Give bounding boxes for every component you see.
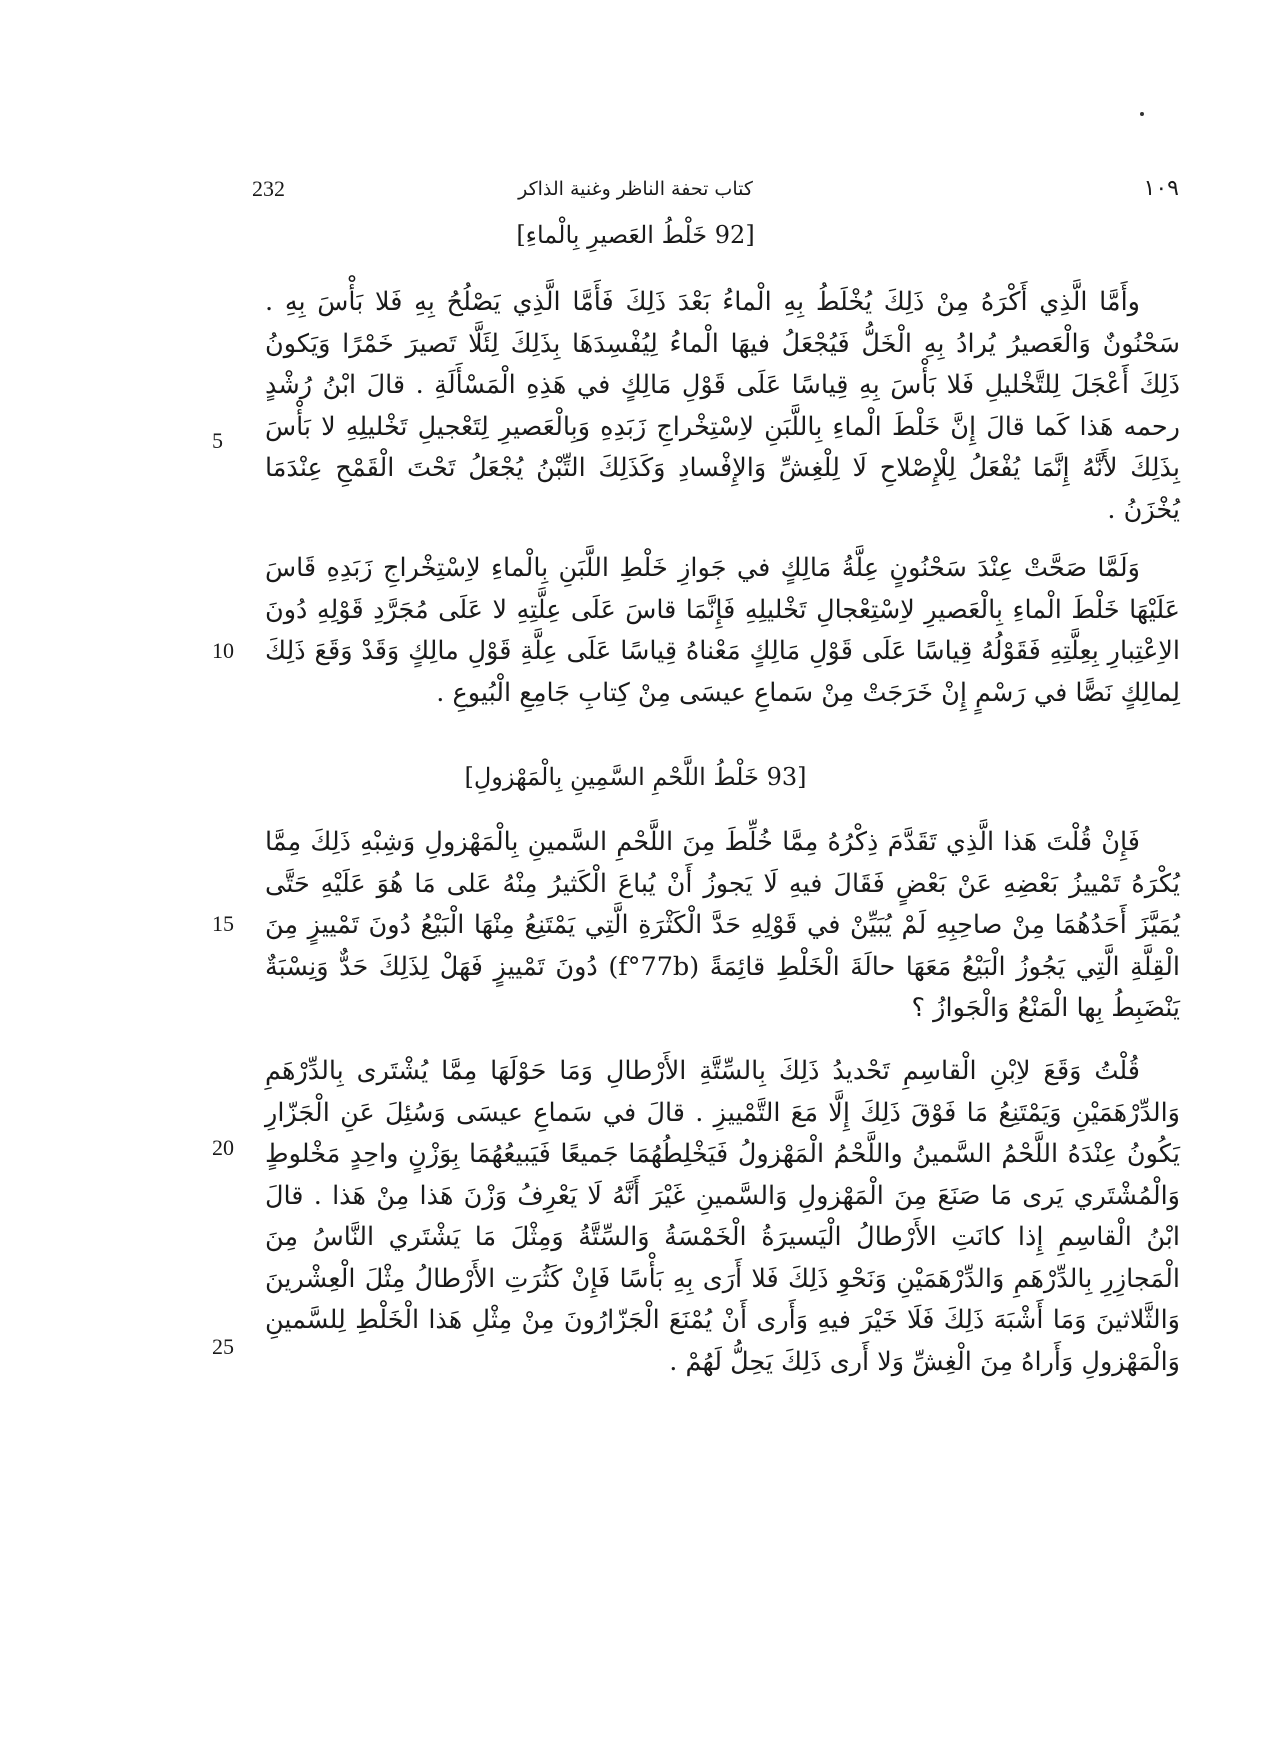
paragraph-93-1: فَإِنْ قُلْتَ هَذا الَّذِي تَقَدَّمَ ذِكْرُهُ مِمَّا خُلِّطَ مِنَ اللَّحْمِ السَّمينِ بِالْمَهْزولِ وَشِبْهِ ذَلِكَ مِمَّا يُكْرَهُ تَمْييزُ بَعْضِهِ عَنْ بَعْضٍ فَقَالَ فيهِ لَا يَجوزُ أَنْ يُباعَ الْكَثيرُ مِنْهُ عَلى مَا هُوَ عَلَيْهِ حَتَّى يُمَيَّزَ أَحَدُهُمَا مِنْ صاحِبِهِ لَمْ يُبَيِّنْ في قَوْلِهِ حَدَّ الْكَثْرَةِ الَّتِي يَمْتَنِعُ مِنْهَا الْبَيْعُ دُونَ تَمْييزٍ مِنَ الْقِلَّةِ الَّتِي يَجُوزُ الْبَيْعُ مَعَهَا حالَةَ الْخَلْطِ قائِمَةً (f°77b) دُونَ تَمْييزٍ فَهَلْ لِذَلِكَ حَدٌّ وَنِسْبَةٌ يَنْضَبِطُ بِها الْمَنْعُ وَالْجَوازُ ؟ [265,827,1181,1023]
paragraph-92-2: وَلَمَّا صَحَّتْ عِنْدَ سَحْنُونٍ عِلَّةُ مَالِكٍ في جَوازِ خَلْطِ اللَّبَنِ بِالْماءِ لاِسْتِخْراجِ زَبَدِهِ قَاسَ عَلَيْهَا خَلْطَ الْماءِ بِالْعَصيرِ لاِسْتِعْجالِ تَخْليلِهِ فَإِنَّمَا قاسَ عَلَى عِلَّتِهِ لا عَلَى مُجَرَّدِ قَوْلِهِ دُونَ الاِعْتِبارِ بِعِلَّتِهِ فَقَوْلُهُ قِياسًا عَلَى قَوْلِ مَالِكٍ مَعْناهُ قِياسًا عَلَى عِلَّةِ قَوْلِ مالِكٍ وَقَدْ وَقَعَ ذَلِكَ لِمالِكٍ نَصًّا في رَسْمٍ إِنْ خَرَجَتْ مِنْ سَماعِ عيسَى مِنْ كِتابِ جَامِعِ الْبُيوعِ . [265,553,1180,708]
line-number: 25 [212,1334,234,1359]
section-heading-92: [92 خَلْطُ العَصيرِ بِالْماءِ] [516,221,755,249]
paragraph-92-1: وأَمَّا الَّذِي أَكْرَهُ مِنْ ذَلِكَ يُخْلَطُ بِهِ الْماءُ بَعْدَ ذَلِكَ فَأَمَّا الَّذِي يَصْلُحُ بِهِ فَلا بَأْسَ بِهِ . سَحْنُونٌ وَالْعَصيرُ يُرادُ بِهِ الْخَلُّ فَيُجْعَلُ فيهَا الْماءُ لِيُفْسِدَهَا بِذَلِكَ لِئَلَّا تَصيرَ خَمْرًا وَيَكونُ ذَلِكَ أَعْجَلَ لِلتَّخْليلِ فَلا بَأْسَ بِهِ قِياسًا عَلَى قَوْلِ مَالِكٍ في هَذِهِ الْمَسْأَلَةِ . قالَ ابْنُ رُشْدٍ رحمه هَذا كَما قالَ إِنَّ خَلْطَ الْماءِ بِاللَّبَنِ لاِسْتِخْراجِ زَبَدِهِ وَبِالْعَصيرِ لِتَعْجيلِ تَخْليلِهِ لا بَأْسَ بِذَلِكَ لأَنَّهُ إِنَّمَا يُفْعَلُ لِلْإِصْلاحِ لَا لِلْغِشِّ وَالإِفْسادِ وَكَذَلِكَ التِّبْنُ يُجْعَلُ تَحْتَ الْقَمْحِ عِنْدَمَا يُخْزَنُ . [265,287,1180,525]
section-heading-93: [93 خَلْطُ اللَّحْمِ السَّمِينِ بِالْمَهْزولِ] [464,763,807,791]
line-number: 10 [212,638,234,663]
ink-mark [1140,112,1144,116]
line-number: 15 [212,911,234,936]
page-number-latin: 232 [252,176,285,201]
line-number: 5 [212,428,223,453]
running-title: كتاب تحفة الناظر وغنية الذاكر [518,178,753,200]
paragraph-93-2: قُلْتُ وَقَعَ لاِبْنِ الْقاسِمِ تَحْديدُ ذَلِكَ بِالسِّتَّةِ الأَرْطالِ وَمَا حَوْلَهَا مِمَّا يُشْتَرى بِالدِّرْهَمِ وَالدِّرْهَمَيْنِ وَيَمْتَنِعُ مَا فَوْقَ ذَلِكَ إِلَّا مَعَ التَّمْييزِ . قالَ في سَماعِ عيسَى وَسُئِلَ عَنِ الْجَزّارِ يَكُونُ عِنْدَهُ اللَّحْمُ السَّمينُ واللَّحْمُ الْمَهْزولُ فَيَخْلِطُهُمَا جَميعًا فَيَبيعُهُمَا بِوَزْنٍ واحِدٍ مَخْلوطٍ وَالْمُشْتَري يَرى مَا صَنَعَ مِنَ الْمَهْزولِ وَالسَّمينِ غَيْرَ أَنَّهُ لَا يَعْرِفُ وَزْنَ هَذا مِنْ هَذا . قالَ ابْنُ الْقاسِمِ إِذا كانَتِ الأَرْطالُ الْيَسيرَةُ الْخَمْسَةُ وَالسِّتَّةُ وَمِثْلَ مَا يَشْتَري النَّاسُ مِنَ الْمَجازِرِ بِالدِّرْهَمِ وَالدِّرْهَمَيْنِ وَنَحْوِ ذَلِكَ فَلا أَرَى بِهِ بَأْسًا فَإِنْ كَثُرَتِ الأَرْطالُ مِثْلَ الْعِشْرينَ وَالثَّلاثينَ وَمَا أَشْبَهَ ذَلِكَ فَلَا خَيْرَ فيهِ وَأَرى أَنْ يُمْنَعَ الْجَزّارُونَ مِنْ مِثْلِ هَذا الْخَلْطِ لِلسَّمينِ وَالْمَهْزولِ وَأَراهُ مِنَ الْغِشِّ وَلا أَرى ذَلِكَ يَحِلُّ لَهُمْ . [265,1056,1180,1377]
line-number: 20 [212,1135,234,1160]
page-number-arabic: ١٠٩ [1143,176,1179,201]
